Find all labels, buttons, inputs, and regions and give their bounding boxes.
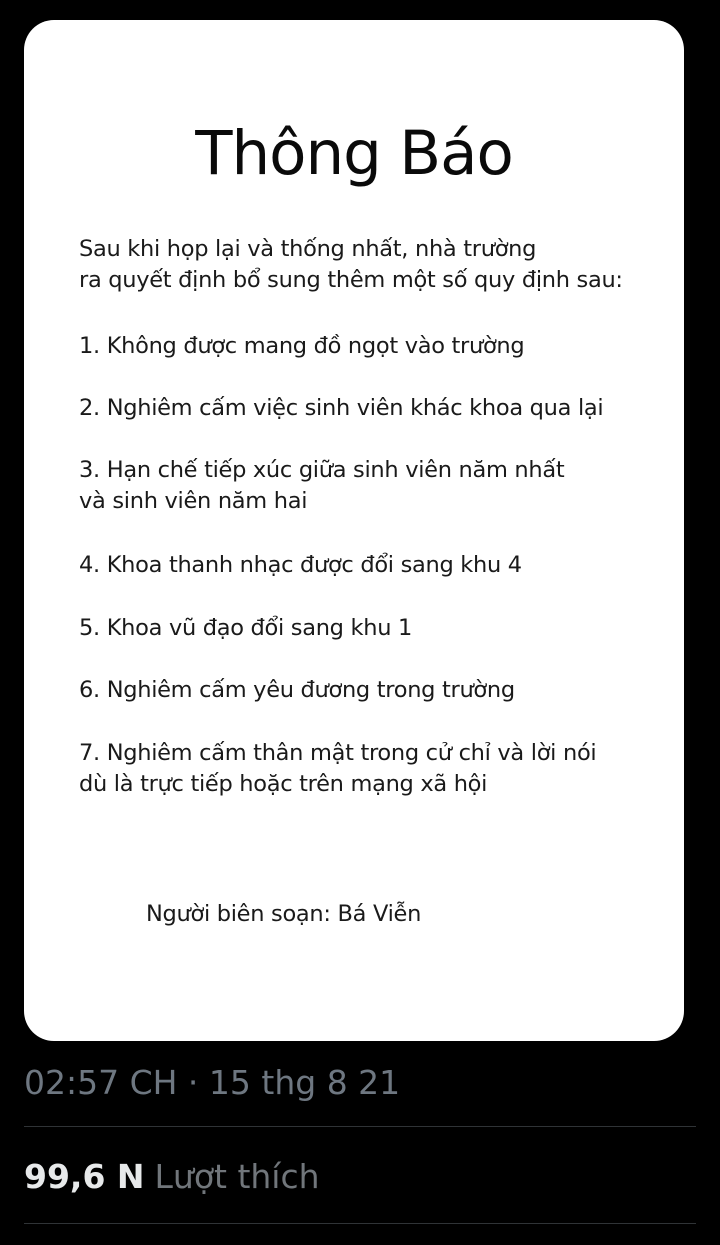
rule-item-1: 1. Không được mang đồ ngọt vào trường [79, 333, 525, 359]
rule-item-7: 7. Nghiêm cấm thân mật trong cử chỉ và lời nói dù là trực tiếp hoặc trên mạng xã hội [79, 740, 597, 797]
rule-item-5: 5. Khoa vũ đạo đổi sang khu 1 [79, 615, 413, 641]
notice-author: Người biên soạn: Bá Viễn [146, 901, 422, 927]
rule-item-6: 6. Nghiêm cấm yêu đương trong trường [79, 677, 515, 703]
rule-item-4: 4. Khoa thanh nhạc được đổi sang khu 4 [79, 552, 522, 578]
notice-title: Thông Báo [195, 118, 513, 189]
likes-link[interactable] [24, 1155, 320, 1199]
notice-image[interactable] [24, 20, 684, 1041]
divider [24, 1223, 696, 1224]
likes-count: 99,6 N [24, 1157, 145, 1196]
rule-item-2: 2. Nghiêm cấm việc sinh viên khác khoa qua lại [79, 395, 604, 421]
post-timestamp[interactable]: 02:57 CH · 15 thg 8 21 [24, 1063, 401, 1102]
likes-label: Lượt thích [154, 1157, 320, 1196]
notice-intro: Sau khi họp lại và thống nhất, nhà trường ra quyết định bổ sung thêm một số quy định sau: [79, 236, 623, 293]
divider [24, 1126, 696, 1127]
rule-item-3: 3. Hạn chế tiếp xúc giữa sinh viên năm nhất và sinh viên năm hai [79, 457, 565, 514]
